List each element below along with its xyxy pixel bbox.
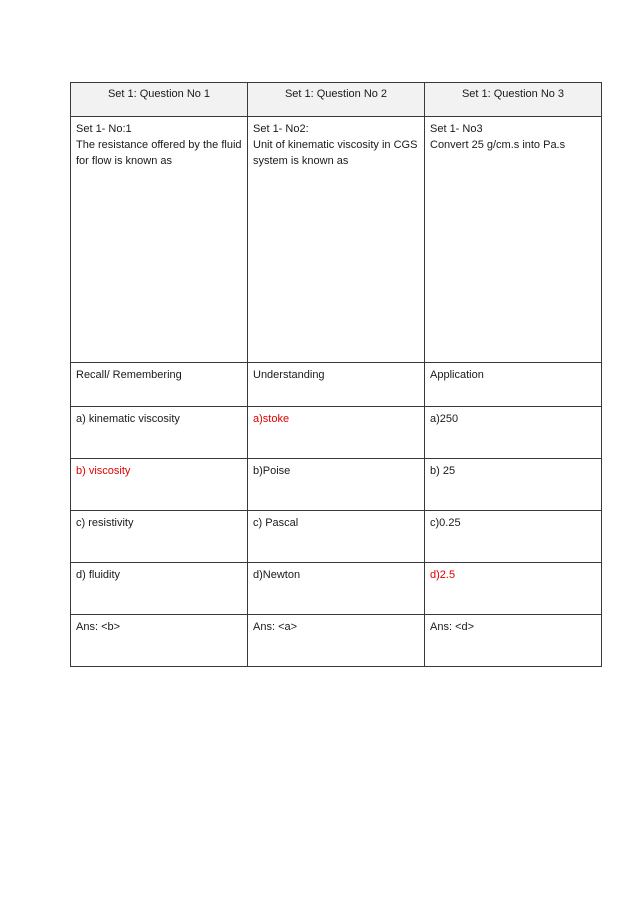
option-cell: a)250 — [425, 407, 602, 459]
option-cell-correct: d)2.5 — [425, 563, 602, 615]
header-cell-question-2: Set 1: Question No 2 — [248, 83, 425, 117]
option-row-d — [71, 563, 602, 615]
answer-cell-3: Ans: <d> — [425, 615, 602, 667]
question-text: Unit of kinematic viscosity in CGS system is known as — [253, 139, 418, 167]
option-cell: d) fluidity — [71, 563, 248, 615]
option-cell: b)Poise — [248, 459, 425, 511]
answer-cell-2: Ans: <a> — [248, 615, 425, 667]
question-id: Set 1- No:1 — [76, 123, 132, 135]
option-cell-correct: a)stoke — [248, 407, 425, 459]
answer-row — [71, 615, 602, 667]
answer-cell-1: Ans: <b> — [71, 615, 248, 667]
question-id: Set 1- No3 — [430, 123, 483, 135]
option-cell-correct: b) viscosity — [71, 459, 248, 511]
question-cell-1 — [71, 117, 248, 363]
question-id: Set 1- No2: — [253, 123, 309, 135]
option-row-a — [71, 407, 602, 459]
option-cell: b) 25 — [425, 459, 602, 511]
level-cell-1: Recall/ Remembering — [71, 363, 248, 407]
question-row — [71, 117, 602, 363]
option-cell: c) Pascal — [248, 511, 425, 563]
option-row-c — [71, 511, 602, 563]
question-cell-3 — [425, 117, 602, 363]
option-cell: c)0.25 — [425, 511, 602, 563]
question-cell-2 — [248, 117, 425, 363]
level-cell-3: Application — [425, 363, 602, 407]
question-text: Convert 25 g/cm.s into Pa.s — [430, 139, 566, 151]
header-cell-question-1: Set 1: Question No 1 — [71, 83, 248, 117]
level-cell-2: Understanding — [248, 363, 425, 407]
cognitive-level-row — [71, 363, 602, 407]
option-cell: d)Newton — [248, 563, 425, 615]
option-cell: a) kinematic viscosity — [71, 407, 248, 459]
option-row-b — [71, 459, 602, 511]
option-cell: c) resistivity — [71, 511, 248, 563]
header-cell-question-3: Set 1: Question No 3 — [425, 83, 602, 117]
question-text: The resistance offered by the fluid for flow is known as — [76, 139, 242, 167]
table-header-row — [71, 83, 602, 117]
question-table — [70, 82, 602, 667]
